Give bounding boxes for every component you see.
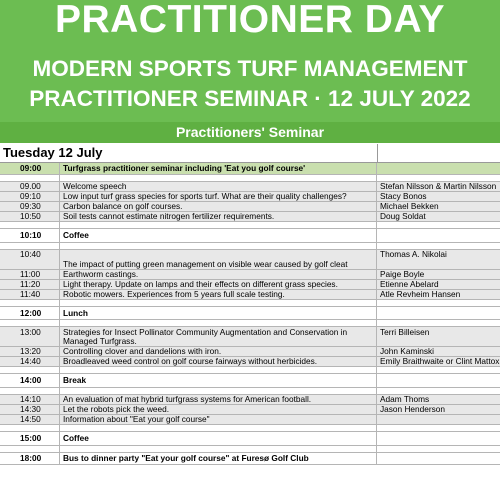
schedule-row — [0, 250, 500, 270]
spacer-row — [0, 243, 500, 250]
session-title: An evaluation of mat hybrid turfgrass systems for American football. — [60, 395, 377, 404]
session-time: 10:50 — [0, 212, 60, 221]
session-speaker — [377, 425, 500, 431]
session-time: 14:00 — [0, 374, 60, 387]
session-speaker: Adam Thoms — [380, 395, 430, 404]
session-time: 12:00 — [0, 307, 60, 319]
session-time: 13:20 — [0, 347, 60, 356]
session-time: 09:00 — [0, 163, 60, 174]
sheet-header: Practitioners' Seminar — [0, 122, 500, 143]
session-time — [0, 175, 60, 181]
schedule-sheet — [0, 122, 500, 500]
schedule-row — [0, 202, 500, 212]
banner-title: PRACTITIONER DAY — [54, 0, 446, 41]
schedule-row — [0, 347, 500, 357]
schedule-row — [0, 405, 500, 415]
session-title: Controlling clover and dandelions with iron. — [60, 347, 377, 356]
spacer-row — [0, 175, 500, 182]
session-time — [0, 222, 60, 228]
session-time: 14:10 — [0, 395, 60, 404]
session-time — [0, 388, 60, 394]
session-speaker: Jason Henderson — [380, 405, 446, 414]
session-time: 10:10 — [0, 229, 60, 242]
session-time: 14:40 — [0, 357, 60, 366]
schedule-table — [0, 163, 500, 465]
session-speaker — [377, 388, 500, 394]
session-speaker: Stefan Nilsson & Martin Nilsson — [380, 182, 497, 191]
session-title: Information about "Eat your golf course" — [60, 415, 377, 424]
session-title — [60, 300, 377, 306]
session-speaker: Emily Braithwaite or Clint Mattox — [380, 357, 500, 366]
session-title: Turfgrass practitioner seminar including 'Eat you golf course' — [60, 163, 377, 174]
schedule-row — [0, 432, 500, 446]
session-title: Low input turf grass species for sports turf. What are their quality challenges? — [60, 192, 377, 201]
session-speaker: Terri Billeisen — [380, 327, 430, 337]
session-title: Coffee — [60, 432, 377, 445]
session-title — [60, 222, 377, 228]
session-time: 14:30 — [0, 405, 60, 414]
session-time: 14:50 — [0, 415, 60, 424]
session-title — [60, 425, 377, 431]
session-speaker — [377, 300, 500, 306]
session-speaker — [377, 229, 500, 242]
session-title: Let the robots pick the weed. — [60, 405, 377, 414]
schedule-row — [0, 182, 500, 192]
session-speaker — [377, 446, 500, 452]
session-title: Earthworm castings. — [60, 270, 377, 279]
session-speaker: Michael Bekken — [380, 202, 439, 211]
session-title: Light therapy. Update on lamps and their effects on different grass species. — [60, 280, 377, 289]
session-speaker — [377, 374, 500, 387]
schedule-row — [0, 280, 500, 290]
spacer-row — [0, 446, 500, 453]
schedule-row — [0, 192, 500, 202]
session-title — [60, 243, 377, 249]
session-title: Break — [60, 374, 377, 387]
session-speaker: Paige Boyle — [380, 270, 425, 279]
session-speaker — [377, 163, 500, 174]
session-speaker: Etienne Abelard — [380, 280, 439, 289]
session-speaker — [377, 222, 500, 228]
session-title: Broadleaved weed control on golf course fairways without herbicides. — [60, 357, 377, 366]
session-title — [60, 320, 377, 326]
schedule-row — [0, 270, 500, 280]
session-title: Welcome speech — [60, 182, 377, 191]
schedule-row — [0, 453, 500, 465]
schedule-row — [0, 327, 500, 347]
session-speaker — [377, 243, 500, 249]
session-time: 18:00 — [0, 453, 60, 464]
spacer-row — [0, 222, 500, 229]
spacer-row — [0, 367, 500, 374]
spacer-row — [0, 388, 500, 395]
schedule-row — [0, 229, 500, 243]
session-title — [60, 367, 377, 373]
session-time: 11:40 — [0, 290, 60, 299]
day-heading-spacer — [377, 144, 500, 163]
schedule-row — [0, 307, 500, 320]
schedule-row — [0, 212, 500, 222]
session-title: Carbon balance on golf courses. — [60, 202, 377, 211]
session-time: 10:40 — [0, 250, 60, 269]
session-title: Bus to dinner party "Eat your golf course" at Furesø Golf Club — [60, 453, 377, 464]
schedule-row — [0, 290, 500, 300]
session-time — [0, 320, 60, 326]
schedule-row — [0, 415, 500, 425]
day-heading: Tuesday 12 July — [0, 144, 379, 163]
spacer-row — [0, 300, 500, 307]
schedule-row — [0, 163, 500, 175]
session-title: Soil tests cannot estimate nitrogen fertilizer requirements. — [60, 212, 377, 221]
session-time — [0, 243, 60, 249]
session-title: Coffee — [60, 229, 377, 242]
session-time: 09.00 — [0, 182, 60, 191]
session-time: 11:20 — [0, 280, 60, 289]
session-title: Strategies for Insect Pollinator Community Augmentation and Conservation in Managed Turfgrass. — [60, 327, 377, 346]
session-time — [0, 300, 60, 306]
session-time — [0, 367, 60, 373]
schedule-row — [0, 357, 500, 367]
session-time: 13:00 — [0, 327, 60, 346]
session-title: The impact of putting green management on visible wear caused by golf cleat — [60, 250, 377, 269]
event-banner — [0, 0, 500, 118]
banner-date-line: PRACTITIONER SEMINAR · 12 JULY 2022 — [29, 86, 471, 111]
session-title — [60, 175, 377, 181]
session-time — [0, 425, 60, 431]
session-speaker — [377, 432, 500, 445]
session-speaker — [377, 307, 500, 319]
session-speaker — [377, 415, 500, 424]
session-time — [0, 446, 60, 452]
session-time: 09:30 — [0, 202, 60, 211]
spacer-row — [0, 320, 500, 327]
session-speaker — [377, 367, 500, 373]
session-time: 11:00 — [0, 270, 60, 279]
session-speaker: Thomas A. Nikolai — [380, 250, 447, 259]
session-speaker: Doug Soldat — [380, 212, 426, 221]
banner-subtitle: MODERN SPORTS TURF MANAGEMENT — [32, 56, 468, 81]
session-speaker: John Kaminski — [380, 347, 434, 356]
session-speaker: Atle Revheim Hansen — [380, 290, 461, 299]
session-title: Lunch — [60, 307, 377, 319]
session-speaker — [377, 453, 500, 464]
session-title — [60, 388, 377, 394]
session-speaker: Stacy Bonos — [380, 192, 427, 201]
session-title: Robotic mowers. Experiences from 5 years full scale testing. — [60, 290, 377, 299]
schedule-row — [0, 395, 500, 405]
session-speaker — [377, 175, 500, 181]
schedule-row — [0, 374, 500, 388]
session-time: 09:10 — [0, 192, 60, 201]
session-time: 15:00 — [0, 432, 60, 445]
session-title — [60, 446, 377, 452]
spacer-row — [0, 425, 500, 432]
session-speaker — [377, 320, 500, 326]
